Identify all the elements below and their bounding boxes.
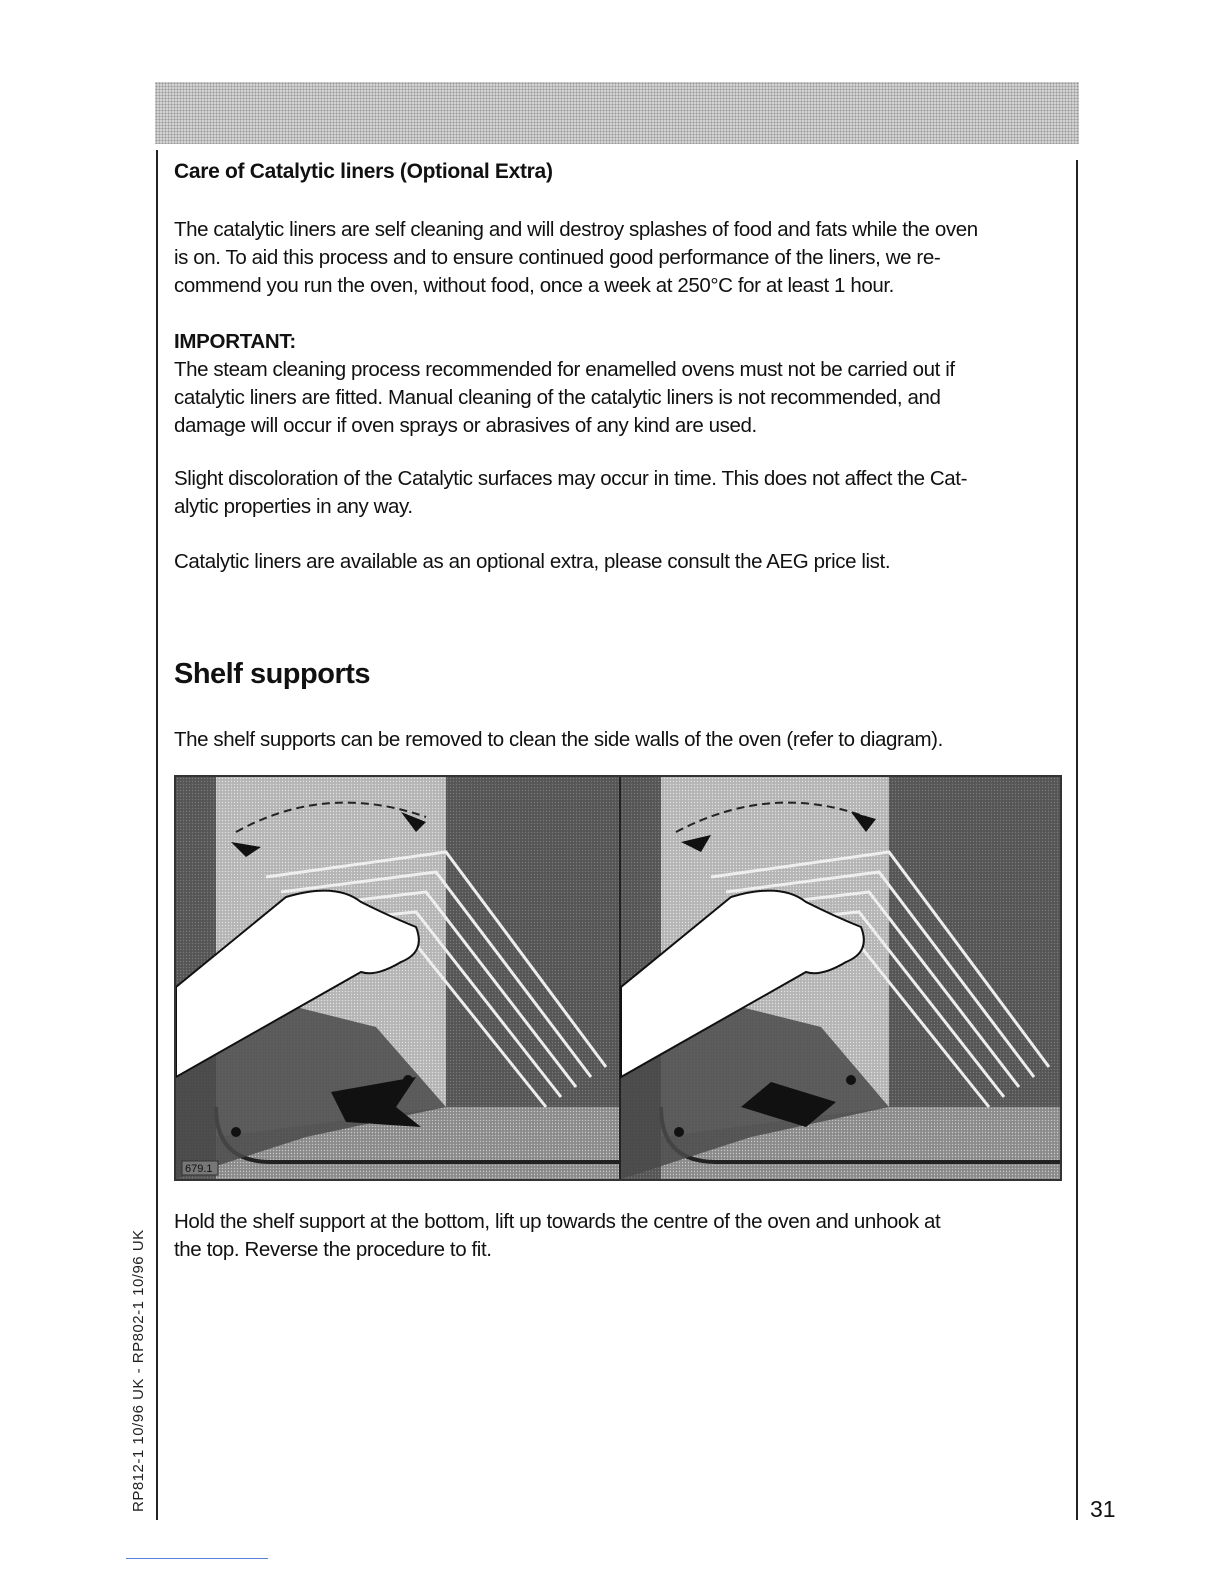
underline-mark: [126, 1558, 268, 1559]
catalytic-line-1: The catalytic liners are self cleaning and will destroy splashes of food and fats while the oven: [174, 218, 978, 241]
panel-divider: [619, 777, 621, 1179]
shelf-instruction: [174, 1208, 1062, 1264]
discolor-line-1: Slight discoloration of the Catalytic surfaces may occur in time. This does not affect the Cat-: [174, 467, 968, 490]
left-margin-rule: [156, 150, 158, 1520]
important-block: [174, 328, 1062, 440]
catalytic-line-3: commend you run the oven, without food, once a week at 250°C for at least 1 hour.: [174, 274, 894, 297]
diagram-panel-remove: [176, 777, 619, 1179]
important-line-2: catalytic liners are fitted. Manual cleaning of the catalytic liners is not recommended, and: [174, 386, 941, 409]
header-band: [155, 82, 1079, 144]
instruction-line-2: the top. Reverse the procedure to fit.: [174, 1238, 492, 1261]
diagram-panel-refit: [621, 777, 1060, 1179]
discoloration-paragraph: [174, 465, 1062, 521]
figure-code-label: 679.1: [185, 1163, 213, 1175]
shelf-supports-heading: Shelf supports: [174, 658, 371, 690]
catalytic-line-2: is on. To aid this process and to ensure continued good performance of the liners, we re-: [174, 246, 941, 269]
page-number: 31: [1090, 1496, 1116, 1522]
catalytic-heading: Care of Catalytic liners (Optional Extra): [174, 160, 553, 183]
catalytic-paragraph: [174, 216, 1062, 300]
shelf-intro: The shelf supports can be removed to clean the side walls of the oven (refer to diagram).: [174, 728, 943, 751]
instruction-line-1: Hold the shelf support at the bottom, lift up towards the centre of the oven and unhook at: [174, 1210, 941, 1233]
right-margin-rule: [1076, 160, 1078, 1520]
document-side-code: RP812-1 10/96 UK - RP802-1 10/96 UK: [130, 1229, 147, 1512]
important-label: IMPORTANT:: [174, 330, 296, 353]
shelf-support-diagram: [174, 775, 1062, 1181]
important-line-1: The steam cleaning process recommended for enamelled ovens must not be carried out if: [174, 358, 955, 381]
important-line-3: damage will occur if oven sprays or abrasives of any kind are used.: [174, 414, 757, 437]
discolor-line-2: alytic properties in any way.: [174, 495, 413, 518]
availability-note: Catalytic liners are available as an optional extra, please consult the AEG price list.: [174, 550, 891, 573]
